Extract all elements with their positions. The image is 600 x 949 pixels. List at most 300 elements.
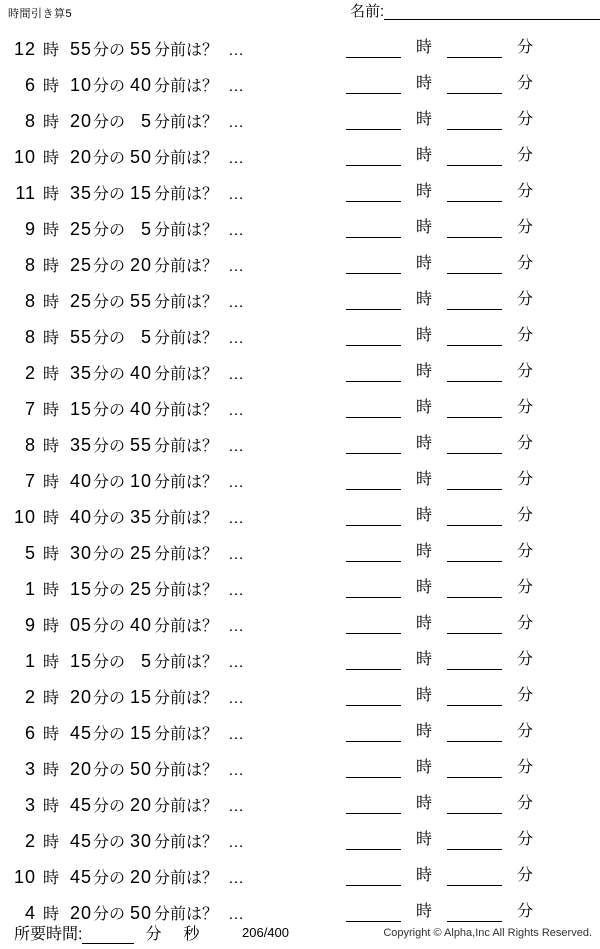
answer-minute-blank[interactable] bbox=[447, 362, 502, 382]
hour-unit-label: 時 bbox=[42, 365, 59, 383]
answer-area bbox=[346, 182, 600, 202]
problem-subtract-value: 10 bbox=[129, 470, 152, 491]
minute-of-label: 分の bbox=[92, 725, 125, 743]
hour-unit-label: 時 bbox=[42, 833, 59, 851]
hour-unit-label: 時 bbox=[42, 329, 59, 347]
answer-hour-unit: 時 bbox=[415, 363, 432, 380]
problem-minute-value: 20 bbox=[69, 146, 92, 167]
answer-minute-unit: 分 bbox=[516, 363, 533, 380]
problem-hour-value: 3 bbox=[24, 758, 36, 779]
problem-row bbox=[0, 66, 600, 102]
problem-row bbox=[0, 462, 600, 498]
problem-hour-value: 5 bbox=[24, 542, 36, 563]
minutes-before-label: 分前は？ bbox=[154, 437, 219, 455]
problem-hour-value: 9 bbox=[24, 614, 36, 635]
answer-minute-blank[interactable] bbox=[447, 434, 502, 454]
minute-of-label: 分の bbox=[92, 221, 125, 239]
answer-hour-unit: 時 bbox=[415, 111, 432, 128]
answer-minute-blank[interactable] bbox=[447, 866, 502, 886]
answer-minute-blank[interactable] bbox=[447, 758, 502, 778]
minute-of-label: 分の bbox=[92, 833, 125, 851]
problem-row bbox=[0, 390, 600, 426]
problem-question bbox=[0, 793, 244, 816]
answer-area bbox=[346, 650, 600, 670]
problem-minute-value: 55 bbox=[69, 326, 92, 347]
hour-unit-label: 時 bbox=[42, 581, 59, 599]
minutes-before-label: 分前は？ bbox=[154, 365, 219, 383]
hour-unit-label: 時 bbox=[42, 401, 59, 419]
problem-question bbox=[0, 37, 244, 60]
answer-hour-blank[interactable] bbox=[346, 146, 401, 166]
answer-minute-unit: 分 bbox=[516, 75, 533, 92]
hour-unit-label: 時 bbox=[42, 689, 59, 707]
problem-hour-value: 8 bbox=[24, 290, 36, 311]
answer-area bbox=[346, 830, 600, 850]
minutes-before-label: 分前は？ bbox=[154, 725, 219, 743]
minutes-before-label: 分前は？ bbox=[154, 473, 219, 491]
answer-minute-unit: 分 bbox=[516, 255, 533, 272]
minutes-before-label: 分前は？ bbox=[154, 293, 219, 311]
answer-hour-blank[interactable] bbox=[346, 290, 401, 310]
answer-area bbox=[346, 578, 600, 598]
problem-hour-value: 6 bbox=[24, 74, 36, 95]
problem-minute-value: 10 bbox=[69, 74, 92, 95]
minutes-before-label: 分前は？ bbox=[154, 77, 219, 95]
problem-subtract-value: 50 bbox=[129, 758, 152, 779]
problem-subtract-value: 20 bbox=[129, 254, 152, 275]
problem-minute-value: 25 bbox=[69, 254, 92, 275]
minutes-before-label: 分前は？ bbox=[154, 797, 219, 815]
problem-row bbox=[0, 282, 600, 318]
minutes-before-label: 分前は？ bbox=[154, 401, 219, 419]
answer-hour-blank[interactable] bbox=[346, 758, 401, 778]
ellipsis-label: … bbox=[228, 797, 245, 815]
problem-row bbox=[0, 174, 600, 210]
answer-minute-unit: 分 bbox=[516, 507, 533, 524]
minute-of-label: 分の bbox=[92, 77, 125, 95]
answer-hour-blank[interactable] bbox=[346, 866, 401, 886]
answer-minute-blank[interactable] bbox=[447, 38, 502, 58]
hour-unit-label: 時 bbox=[42, 869, 59, 887]
answer-minute-blank[interactable] bbox=[447, 830, 502, 850]
answer-hour-unit: 時 bbox=[415, 543, 432, 560]
problem-minute-value: 35 bbox=[69, 434, 92, 455]
ellipsis-label: … bbox=[228, 77, 245, 95]
answer-minute-unit: 分 bbox=[516, 471, 533, 488]
minute-of-label: 分の bbox=[92, 401, 125, 419]
answer-minute-unit: 分 bbox=[516, 291, 533, 308]
minutes-before-label: 分前は？ bbox=[154, 545, 219, 563]
answer-hour-blank[interactable] bbox=[346, 830, 401, 850]
ellipsis-label: … bbox=[228, 365, 245, 383]
problem-hour-value: 10 bbox=[13, 866, 36, 887]
problem-row bbox=[0, 102, 600, 138]
ellipsis-label: … bbox=[228, 761, 245, 779]
answer-area bbox=[346, 434, 600, 454]
answer-hour-blank[interactable] bbox=[346, 650, 401, 670]
problem-minute-value: 45 bbox=[69, 830, 92, 851]
problem-question bbox=[0, 145, 244, 168]
problem-subtract-value: 15 bbox=[129, 722, 152, 743]
minute-of-label: 分の bbox=[92, 185, 125, 203]
problem-question bbox=[0, 469, 244, 492]
problem-row bbox=[0, 138, 600, 174]
elapsed-minute-unit: 分 bbox=[145, 926, 162, 943]
elapsed-time-label: 所要時間: bbox=[14, 926, 83, 943]
problem-subtract-value: 25 bbox=[129, 542, 152, 563]
answer-minute-blank[interactable] bbox=[447, 326, 502, 346]
answer-minute-unit: 分 bbox=[516, 399, 533, 416]
answer-hour-blank[interactable] bbox=[346, 74, 401, 94]
minute-of-label: 分の bbox=[92, 149, 125, 167]
answer-hour-unit: 時 bbox=[415, 651, 432, 668]
minute-of-label: 分の bbox=[92, 869, 125, 887]
problem-hour-value: 12 bbox=[13, 38, 36, 59]
answer-minute-blank[interactable] bbox=[447, 110, 502, 130]
problem-row bbox=[0, 570, 600, 606]
minute-of-label: 分の bbox=[92, 473, 125, 491]
answer-minute-unit: 分 bbox=[516, 903, 533, 920]
minute-of-label: 分の bbox=[92, 509, 125, 527]
answer-hour-blank[interactable] bbox=[346, 110, 401, 130]
problem-question bbox=[0, 685, 244, 708]
answer-hour-unit: 時 bbox=[415, 723, 432, 740]
ellipsis-label: … bbox=[228, 581, 245, 599]
problem-minute-value: 20 bbox=[69, 110, 92, 131]
problem-hour-value: 2 bbox=[24, 362, 36, 383]
answer-hour-unit: 時 bbox=[415, 327, 432, 344]
minutes-before-label: 分前は？ bbox=[154, 221, 219, 239]
problem-list bbox=[0, 30, 600, 930]
hour-unit-label: 時 bbox=[42, 149, 59, 167]
problem-question bbox=[0, 613, 244, 636]
problem-row bbox=[0, 246, 600, 282]
problem-question bbox=[0, 397, 244, 420]
answer-hour-unit: 時 bbox=[415, 291, 432, 308]
answer-hour-unit: 時 bbox=[415, 903, 432, 920]
problem-subtract-value: 35 bbox=[129, 506, 152, 527]
hour-unit-label: 時 bbox=[42, 185, 59, 203]
hour-unit-label: 時 bbox=[42, 473, 59, 491]
minute-of-label: 分の bbox=[92, 437, 125, 455]
answer-hour-blank[interactable] bbox=[346, 434, 401, 454]
problem-hour-value: 10 bbox=[13, 506, 36, 527]
minutes-before-label: 分前は？ bbox=[154, 185, 219, 203]
hour-unit-label: 時 bbox=[42, 761, 59, 779]
problem-question bbox=[0, 829, 244, 852]
minute-of-label: 分の bbox=[92, 365, 125, 383]
answer-area bbox=[346, 542, 600, 562]
problem-subtract-value: 25 bbox=[129, 578, 152, 599]
ellipsis-label: … bbox=[228, 293, 245, 311]
minute-of-label: 分の bbox=[92, 41, 125, 59]
problem-subtract-value: 15 bbox=[129, 686, 152, 707]
hour-unit-label: 時 bbox=[42, 41, 59, 59]
answer-hour-unit: 時 bbox=[415, 507, 432, 524]
ellipsis-label: … bbox=[228, 401, 245, 419]
problem-hour-value: 9 bbox=[24, 218, 36, 239]
problem-subtract-value: 55 bbox=[129, 290, 152, 311]
elapsed-minute-blank[interactable] bbox=[82, 925, 134, 944]
problem-minute-value: 05 bbox=[69, 614, 92, 635]
problem-subtract-value: 30 bbox=[129, 830, 152, 851]
answer-minute-blank[interactable] bbox=[447, 398, 502, 418]
problem-subtract-value: 5 bbox=[140, 326, 152, 347]
problem-subtract-value: 15 bbox=[129, 182, 152, 203]
answer-minute-unit: 分 bbox=[516, 579, 533, 596]
ellipsis-label: … bbox=[228, 905, 245, 923]
answer-area bbox=[346, 110, 600, 130]
answer-hour-unit: 時 bbox=[415, 615, 432, 632]
minutes-before-label: 分前は？ bbox=[154, 581, 219, 599]
answer-minute-blank[interactable] bbox=[447, 506, 502, 526]
answer-hour-blank[interactable] bbox=[346, 38, 401, 58]
page-number: 206/400 bbox=[242, 925, 289, 940]
answer-hour-blank[interactable] bbox=[346, 398, 401, 418]
minutes-before-label: 分前は？ bbox=[154, 257, 219, 275]
problem-question bbox=[0, 649, 244, 672]
answer-hour-unit: 時 bbox=[415, 75, 432, 92]
answer-hour-unit: 時 bbox=[415, 759, 432, 776]
problem-question bbox=[0, 577, 244, 600]
problem-minute-value: 20 bbox=[69, 902, 92, 923]
ellipsis-label: … bbox=[228, 149, 245, 167]
problem-row bbox=[0, 714, 600, 750]
problem-subtract-value: 5 bbox=[140, 650, 152, 671]
problem-row bbox=[0, 786, 600, 822]
problem-question bbox=[0, 253, 244, 276]
answer-minute-unit: 分 bbox=[516, 219, 533, 236]
elapsed-second-unit: 秒 bbox=[183, 926, 200, 943]
answer-minute-blank[interactable] bbox=[447, 146, 502, 166]
minute-of-label: 分の bbox=[92, 761, 125, 779]
problem-hour-value: 8 bbox=[24, 254, 36, 275]
minute-of-label: 分の bbox=[92, 617, 125, 635]
answer-hour-blank[interactable] bbox=[346, 578, 401, 598]
problem-question bbox=[0, 109, 244, 132]
answer-minute-blank[interactable] bbox=[447, 614, 502, 634]
answer-minute-unit: 分 bbox=[516, 615, 533, 632]
answer-hour-unit: 時 bbox=[415, 255, 432, 272]
hour-unit-label: 時 bbox=[42, 617, 59, 635]
answer-minute-blank[interactable] bbox=[447, 290, 502, 310]
problem-row bbox=[0, 498, 600, 534]
ellipsis-label: … bbox=[228, 329, 245, 347]
answer-area bbox=[346, 218, 600, 238]
answer-hour-blank[interactable] bbox=[346, 218, 401, 238]
problem-subtract-value: 5 bbox=[140, 218, 152, 239]
problem-subtract-value: 40 bbox=[129, 398, 152, 419]
problem-minute-value: 15 bbox=[69, 650, 92, 671]
minute-of-label: 分の bbox=[92, 653, 125, 671]
answer-hour-unit: 時 bbox=[415, 399, 432, 416]
hour-unit-label: 時 bbox=[42, 257, 59, 275]
ellipsis-label: … bbox=[228, 185, 245, 203]
answer-minute-unit: 分 bbox=[516, 543, 533, 560]
answer-minute-blank[interactable] bbox=[447, 74, 502, 94]
problem-hour-value: 2 bbox=[24, 830, 36, 851]
problem-hour-value: 11 bbox=[15, 182, 36, 203]
problem-row bbox=[0, 606, 600, 642]
answer-hour-blank[interactable] bbox=[346, 722, 401, 742]
answer-minute-unit: 分 bbox=[516, 327, 533, 344]
answer-area bbox=[346, 398, 600, 418]
answer-area bbox=[346, 506, 600, 526]
minute-of-label: 分の bbox=[92, 905, 125, 923]
hour-unit-label: 時 bbox=[42, 77, 59, 95]
problem-row bbox=[0, 750, 600, 786]
problem-hour-value: 10 bbox=[13, 146, 36, 167]
answer-area bbox=[346, 74, 600, 94]
answer-minute-blank[interactable] bbox=[447, 218, 502, 238]
hour-unit-label: 時 bbox=[42, 113, 59, 131]
answer-minute-unit: 分 bbox=[516, 147, 533, 164]
problem-minute-value: 15 bbox=[69, 398, 92, 419]
hour-unit-label: 時 bbox=[42, 221, 59, 239]
answer-minute-blank[interactable] bbox=[447, 794, 502, 814]
answer-minute-blank[interactable] bbox=[447, 578, 502, 598]
answer-hour-unit: 時 bbox=[415, 147, 432, 164]
problem-minute-value: 55 bbox=[69, 38, 92, 59]
answer-hour-blank[interactable] bbox=[346, 182, 401, 202]
problem-hour-value: 3 bbox=[24, 794, 36, 815]
answer-minute-blank[interactable] bbox=[447, 182, 502, 202]
problem-question bbox=[0, 865, 244, 888]
problem-minute-value: 45 bbox=[69, 866, 92, 887]
minutes-before-label: 分前は？ bbox=[154, 41, 219, 59]
answer-hour-blank[interactable] bbox=[346, 542, 401, 562]
answer-area bbox=[346, 794, 600, 814]
minutes-before-label: 分前は？ bbox=[154, 761, 219, 779]
problem-hour-value: 7 bbox=[24, 398, 36, 419]
answer-hour-unit: 時 bbox=[415, 867, 432, 884]
answer-hour-blank[interactable] bbox=[346, 362, 401, 382]
answer-minute-blank[interactable] bbox=[447, 254, 502, 274]
problem-row bbox=[0, 858, 600, 894]
problem-question bbox=[0, 541, 244, 564]
minutes-before-label: 分前は？ bbox=[154, 329, 219, 347]
answer-minute-unit: 分 bbox=[516, 111, 533, 128]
hour-unit-label: 時 bbox=[42, 653, 59, 671]
answer-area bbox=[346, 146, 600, 166]
answer-hour-blank[interactable] bbox=[346, 326, 401, 346]
problem-minute-value: 40 bbox=[69, 506, 92, 527]
answer-hour-unit: 時 bbox=[415, 687, 432, 704]
problem-subtract-value: 40 bbox=[129, 614, 152, 635]
name-label: 名前: bbox=[350, 3, 385, 20]
problem-hour-value: 8 bbox=[24, 326, 36, 347]
problem-minute-value: 25 bbox=[69, 218, 92, 239]
answer-hour-blank[interactable] bbox=[346, 614, 401, 634]
answer-minute-unit: 分 bbox=[516, 435, 533, 452]
answer-area bbox=[346, 686, 600, 706]
answer-hour-blank[interactable] bbox=[346, 686, 401, 706]
problem-row bbox=[0, 642, 600, 678]
problem-minute-value: 30 bbox=[69, 542, 92, 563]
answer-minute-blank[interactable] bbox=[447, 686, 502, 706]
problem-row bbox=[0, 822, 600, 858]
elapsed-time-area bbox=[14, 921, 210, 944]
ellipsis-label: … bbox=[228, 833, 245, 851]
problem-minute-value: 20 bbox=[69, 758, 92, 779]
minute-of-label: 分の bbox=[92, 257, 125, 275]
answer-hour-unit: 時 bbox=[415, 471, 432, 488]
answer-minute-unit: 分 bbox=[516, 183, 533, 200]
minutes-before-label: 分前は？ bbox=[154, 905, 219, 923]
problem-subtract-value: 20 bbox=[129, 866, 152, 887]
answer-minute-blank[interactable] bbox=[447, 542, 502, 562]
problem-question bbox=[0, 361, 244, 384]
problem-row bbox=[0, 678, 600, 714]
problem-row bbox=[0, 354, 600, 390]
problem-question bbox=[0, 181, 244, 204]
hour-unit-label: 時 bbox=[42, 437, 59, 455]
minute-of-label: 分の bbox=[92, 113, 125, 131]
answer-hour-unit: 時 bbox=[415, 831, 432, 848]
answer-minute-blank[interactable] bbox=[447, 722, 502, 742]
problem-hour-value: 1 bbox=[24, 578, 36, 599]
ellipsis-label: … bbox=[228, 617, 245, 635]
problem-subtract-value: 5 bbox=[140, 110, 152, 131]
problem-row bbox=[0, 534, 600, 570]
problem-minute-value: 25 bbox=[69, 290, 92, 311]
answer-minute-blank[interactable] bbox=[447, 470, 502, 490]
problem-row bbox=[0, 210, 600, 246]
answer-hour-unit: 時 bbox=[415, 795, 432, 812]
problem-question bbox=[0, 325, 244, 348]
ellipsis-label: … bbox=[228, 545, 245, 563]
minutes-before-label: 分前は？ bbox=[154, 113, 219, 131]
ellipsis-label: … bbox=[228, 473, 245, 491]
answer-hour-unit: 時 bbox=[415, 435, 432, 452]
answer-hour-blank[interactable] bbox=[346, 470, 401, 490]
answer-hour-blank[interactable] bbox=[346, 794, 401, 814]
name-input-line[interactable] bbox=[384, 3, 600, 20]
problem-subtract-value: 55 bbox=[129, 38, 152, 59]
problem-minute-value: 15 bbox=[69, 578, 92, 599]
hour-unit-label: 時 bbox=[42, 725, 59, 743]
answer-minute-unit: 分 bbox=[516, 831, 533, 848]
answer-minute-unit: 分 bbox=[516, 795, 533, 812]
minutes-before-label: 分前は？ bbox=[154, 653, 219, 671]
answer-minute-unit: 分 bbox=[516, 687, 533, 704]
problem-minute-value: 35 bbox=[69, 362, 92, 383]
copyright-notice: Copyright © Alpha,Inc All Rights Reserved. bbox=[383, 927, 592, 939]
answer-area bbox=[346, 758, 600, 778]
ellipsis-label: … bbox=[228, 689, 245, 707]
problem-subtract-value: 50 bbox=[129, 902, 152, 923]
answer-area bbox=[346, 362, 600, 382]
problem-row bbox=[0, 426, 600, 462]
problem-subtract-value: 40 bbox=[129, 362, 152, 383]
answer-hour-blank[interactable] bbox=[346, 506, 401, 526]
ellipsis-label: … bbox=[228, 257, 245, 275]
answer-hour-blank[interactable] bbox=[346, 254, 401, 274]
minute-of-label: 分の bbox=[92, 689, 125, 707]
answer-area bbox=[346, 614, 600, 634]
minutes-before-label: 分前は？ bbox=[154, 149, 219, 167]
hour-unit-label: 時 bbox=[42, 509, 59, 527]
problem-question bbox=[0, 73, 244, 96]
answer-hour-unit: 時 bbox=[415, 579, 432, 596]
answer-minute-blank[interactable] bbox=[447, 650, 502, 670]
answer-area bbox=[346, 290, 600, 310]
minute-of-label: 分の bbox=[92, 293, 125, 311]
answer-minute-unit: 分 bbox=[516, 867, 533, 884]
problem-subtract-value: 50 bbox=[129, 146, 152, 167]
minutes-before-label: 分前は？ bbox=[154, 509, 219, 527]
problem-minute-value: 20 bbox=[69, 686, 92, 707]
